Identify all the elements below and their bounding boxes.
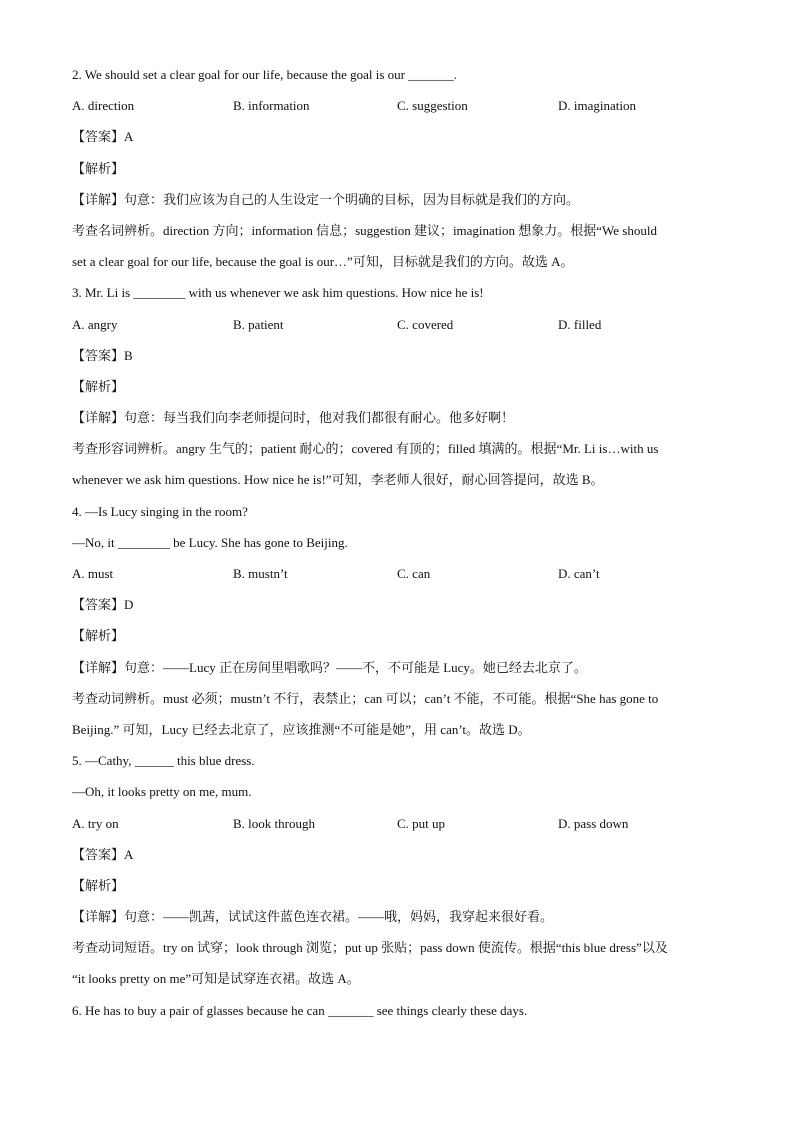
question-stem: 3. Mr. Li is ________ with us whenever we ask him questions. How nice he is! [72, 285, 484, 301]
option-b: B. patient [233, 316, 284, 332]
explanation-line: 考查形容词辨析。angry 生气的；patient 耐心的；covered 有顶的；filled 填满的。根据“Mr. Li is…with us [72, 441, 659, 457]
question-stem: 6. He has to buy a pair of glasses because he can _______ see things clearly these days. [72, 1002, 528, 1018]
options-row [72, 563, 732, 594]
option-a: A. angry [72, 316, 118, 332]
answer-line: 【答案】A [72, 129, 134, 145]
option-c: C. covered [397, 316, 454, 332]
analysis-heading: 【解析】 [72, 877, 125, 893]
question-6 [72, 1000, 732, 1031]
explanation-line: 考查动词辨析。must 必须；mustn’t 不行，表禁止；can 可以；can’t 不能，不可能。根据“She has gone to [72, 690, 659, 706]
detail-line: 【详解】句意：每当我们向李老师提问时，他对我们都很有耐心。他多好啊！ [72, 410, 515, 426]
detail-line: 【详解】句意：——Lucy 正在房间里唱歌吗？——不，不可能是 Lucy。她已经去北京了。 [72, 659, 587, 675]
option-d: D. can’t [558, 566, 600, 581]
question-stem: 5. —Cathy, ______ this blue dress. [72, 753, 255, 769]
answer-line: 【答案】D [72, 597, 134, 613]
explanation-line: whenever we ask him questions. How nice he is!”可知，李老师人很好，耐心回答提问，故选 B。 [72, 472, 604, 488]
option-b: B. mustn’t [233, 566, 288, 581]
explanation-line: “it looks pretty on me”可知是试穿连衣裙。故选 A。 [72, 971, 360, 987]
option-a: A. must [72, 566, 114, 581]
analysis-heading: 【解析】 [72, 378, 125, 394]
options-row [72, 314, 732, 345]
question-3 [72, 282, 732, 500]
option-a: A. try on [72, 815, 119, 831]
option-d: D. pass down [558, 815, 629, 831]
option-a: A. direction [72, 98, 135, 114]
question-2 [72, 64, 732, 282]
explanation-line: 考查动词短语。try on 试穿；look through 浏览；put up 张贴；pass down 使流传。根据“this blue dress”以及 [72, 940, 668, 956]
options-row [72, 813, 732, 844]
explanation-line: Beijing.” 可知，Lucy 已经去北京了，应该推测“不可能是她”，用 can’t。故选 D。 [72, 721, 531, 737]
option-c: C. can [397, 566, 431, 581]
question-stem: —Oh, it looks pretty on me, mum. [72, 784, 252, 800]
option-d: D. imagination [558, 98, 636, 114]
option-d: D. filled [558, 316, 602, 332]
option-c: C. put up [397, 815, 446, 831]
question-stem: 2. We should set a clear goal for our life, because the goal is our _______. [72, 67, 457, 82]
question-4 [72, 501, 732, 751]
option-b: B. look through [233, 815, 315, 831]
analysis-heading: 【解析】 [72, 628, 125, 644]
question-stem: —No, it ________ be Lucy. She has gone to Beijing. [72, 534, 348, 550]
options-row [72, 95, 732, 126]
explanation-line: set a clear goal for our life, because the goal is our…”可知，目标就是我们的方向。故选 A。 [72, 254, 574, 270]
answer-line: 【答案】A [72, 846, 134, 862]
question-stem: 4. —Is Lucy singing in the room? [72, 503, 248, 519]
option-b: B. information [233, 98, 310, 114]
analysis-heading: 【解析】 [72, 160, 125, 176]
detail-line: 【详解】句意：我们应该为自己的人生设定一个明确的目标，因为目标就是我们的方向。 [72, 191, 580, 207]
detail-line: 【详解】句意：——凯茜，试试这件蓝色连衣裙。——哦，妈妈，我穿起来很好看。 [72, 909, 554, 925]
exam-page [72, 64, 732, 1031]
option-c: C. suggestion [397, 98, 468, 114]
question-5 [72, 750, 732, 1000]
explanation-line: 考查名词辨析。direction 方向；information 信息；suggestion 建议；imagination 想象力。根据“We should [72, 222, 657, 238]
answer-line: 【答案】B [72, 347, 133, 363]
